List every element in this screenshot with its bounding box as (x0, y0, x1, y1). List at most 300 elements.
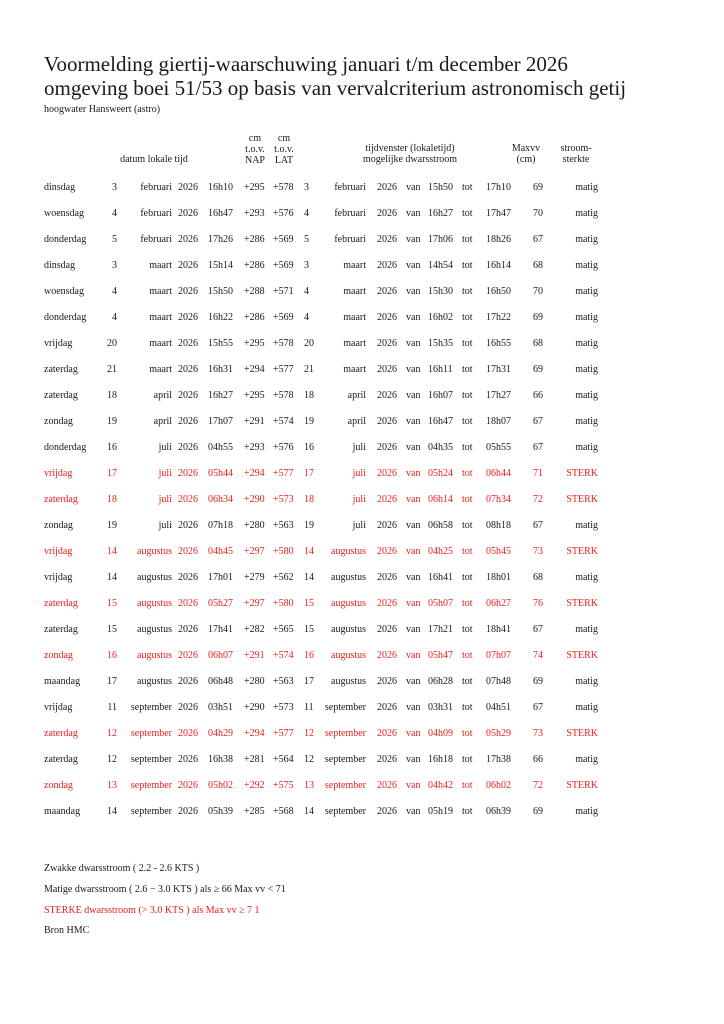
table-row (0, 538, 724, 564)
cell-jaar2: 2026 (377, 806, 397, 817)
header-nap: cm t.o.v. NAP (244, 133, 265, 166)
cell-maxvv: 69 (533, 806, 543, 817)
cell-dag: zaterdag (44, 364, 78, 375)
cell-van: van (406, 676, 421, 687)
cell-jaar: 2026 (178, 520, 198, 531)
cell-d: 5 (112, 234, 117, 245)
cell-maand2: september (324, 702, 366, 713)
table-row (0, 200, 724, 226)
cell-jaar: 2026 (178, 442, 198, 453)
cell-t2: 06h44 (486, 468, 511, 479)
cell-dag: maandag (44, 806, 81, 817)
cell-d: 4 (112, 208, 117, 219)
cell-lat: +576 (273, 208, 294, 219)
cell-tijd: 16h47 (208, 208, 233, 219)
cell-t2: 18h26 (486, 234, 511, 245)
cell-t1: 16h41 (428, 572, 453, 583)
title-line-2: omgeving boei 51/53 op basis van vervalcriterium astronomisch getij (44, 76, 627, 100)
legend-sterk: STERKE dwarsstroom (> 3.0 KTS ) als Max vv ≥ 7 1 (44, 905, 260, 916)
cell-tot: tot (462, 728, 473, 739)
cell-lat: +569 (273, 312, 294, 323)
cell-t2: 08h18 (486, 520, 511, 531)
cell-dag: zaterdag (44, 598, 78, 609)
cell-tot: tot (462, 754, 473, 765)
cell-van: van (406, 754, 421, 765)
cell-jaar2: 2026 (377, 208, 397, 219)
cell-nap: +291 (244, 650, 265, 661)
cell-jaar2: 2026 (377, 624, 397, 635)
cell-t2: 07h07 (486, 650, 511, 661)
cell-sterkte: matig (575, 416, 598, 427)
cell-jaar: 2026 (178, 702, 198, 713)
cell-tijd: 15h50 (208, 286, 233, 297)
cell-nap: +282 (244, 624, 265, 635)
cell-d2: 20 (304, 338, 314, 349)
table-row (0, 616, 724, 642)
cell-t1: 06h58 (428, 520, 453, 531)
cell-tijd: 04h45 (208, 546, 233, 557)
cell-jaar2: 2026 (377, 676, 397, 687)
cell-t2: 16h55 (486, 338, 511, 349)
cell-d: 4 (112, 286, 117, 297)
table-row (0, 382, 724, 408)
table-row (0, 252, 724, 278)
cell-dag: zaterdag (44, 494, 78, 505)
cell-sterkte: matig (575, 312, 598, 323)
cell-t1: 04h25 (428, 546, 453, 557)
cell-van: van (406, 624, 421, 635)
cell-jaar2: 2026 (377, 702, 397, 713)
cell-t1: 15h35 (428, 338, 453, 349)
cell-maand2: juli (352, 494, 366, 505)
cell-van: van (406, 598, 421, 609)
cell-tot: tot (462, 572, 473, 583)
legend-matig: Matige dwarsstroom ( 2.6 − 3.0 KTS ) als ≥ 66 Max vv < 71 (44, 884, 286, 895)
cell-maand: augustus (137, 650, 172, 661)
cell-maand: juli (158, 494, 172, 505)
cell-maand: maart (149, 338, 172, 349)
cell-jaar2: 2026 (377, 468, 397, 479)
cell-t1: 04h35 (428, 442, 453, 453)
cell-tot: tot (462, 416, 473, 427)
cell-d2: 4 (304, 286, 309, 297)
cell-maand2: augustus (331, 598, 366, 609)
cell-van: van (406, 520, 421, 531)
cell-jaar: 2026 (178, 286, 198, 297)
cell-dag: donderdag (44, 312, 87, 323)
cell-dag: vrijdag (44, 338, 73, 349)
cell-sterkte: STERK (566, 728, 598, 739)
cell-d: 3 (112, 260, 117, 271)
cell-d2: 3 (304, 260, 309, 271)
title-line-1: Voormelding giertij-waarschuwing januari t/m december 2026 (44, 52, 568, 76)
cell-d2: 14 (304, 572, 314, 583)
cell-maand2: april (347, 390, 366, 401)
cell-sterkte: matig (575, 442, 598, 453)
cell-sterkte: STERK (566, 494, 598, 505)
cell-t2: 07h48 (486, 676, 511, 687)
cell-sterkte: matig (575, 520, 598, 531)
cell-maand2: augustus (331, 572, 366, 583)
cell-tot: tot (462, 234, 473, 245)
cell-van: van (406, 546, 421, 557)
cell-maand2: juli (352, 520, 366, 531)
cell-nap: +286 (244, 312, 265, 323)
cell-d: 18 (107, 494, 117, 505)
cell-jaar: 2026 (178, 234, 198, 245)
cell-maand: maart (149, 260, 172, 271)
cell-jaar: 2026 (178, 624, 198, 635)
cell-d: 21 (107, 364, 117, 375)
cell-tijd: 06h07 (208, 650, 233, 661)
cell-lat: +576 (273, 442, 294, 453)
cell-tijd: 17h01 (208, 572, 233, 583)
cell-nap: +295 (244, 338, 265, 349)
cell-tijd: 05h02 (208, 780, 233, 791)
cell-maand: september (130, 754, 172, 765)
cell-maand: augustus (137, 572, 172, 583)
cell-jaar: 2026 (178, 676, 198, 687)
cell-nap: +293 (244, 208, 265, 219)
cell-maand2: augustus (331, 650, 366, 661)
cell-tijd: 15h55 (208, 338, 233, 349)
cell-maxvv: 76 (533, 598, 543, 609)
cell-van: van (406, 286, 421, 297)
cell-jaar: 2026 (178, 754, 198, 765)
cell-van: van (406, 572, 421, 583)
cell-jaar2: 2026 (377, 234, 397, 245)
cell-t2: 17h27 (486, 390, 511, 401)
cell-maxvv: 70 (533, 286, 543, 297)
cell-lat: +573 (273, 702, 294, 713)
table-row (0, 460, 724, 486)
cell-t2: 17h22 (486, 312, 511, 323)
table-row (0, 590, 724, 616)
cell-jaar: 2026 (178, 728, 198, 739)
cell-jaar2: 2026 (377, 312, 397, 323)
cell-t2: 17h10 (486, 182, 511, 193)
cell-maxvv: 69 (533, 364, 543, 375)
cell-nap: +291 (244, 416, 265, 427)
cell-sterkte: matig (575, 390, 598, 401)
cell-van: van (406, 260, 421, 271)
cell-tijd: 17h26 (208, 234, 233, 245)
cell-van: van (406, 780, 421, 791)
cell-sterkte: STERK (566, 780, 598, 791)
cell-d2: 4 (304, 208, 309, 219)
cell-tot: tot (462, 208, 473, 219)
cell-d: 12 (107, 754, 117, 765)
cell-maxvv: 66 (533, 390, 543, 401)
cell-lat: +562 (273, 572, 294, 583)
cell-d: 12 (107, 728, 117, 739)
cell-jaar: 2026 (178, 546, 198, 557)
cell-t2: 06h02 (486, 780, 511, 791)
cell-tot: tot (462, 546, 473, 557)
cell-sterkte: STERK (566, 598, 598, 609)
cell-d2: 16 (304, 650, 314, 661)
cell-tijd: 16h10 (208, 182, 233, 193)
cell-maand2: maart (343, 338, 366, 349)
cell-nap: +281 (244, 754, 265, 765)
cell-maand: augustus (137, 676, 172, 687)
cell-tot: tot (462, 364, 473, 375)
cell-van: van (406, 442, 421, 453)
cell-lat: +574 (273, 416, 294, 427)
cell-d2: 12 (304, 728, 314, 739)
cell-maand2: februari (334, 182, 366, 193)
cell-d: 14 (107, 572, 117, 583)
cell-jaar: 2026 (178, 338, 198, 349)
cell-d: 14 (107, 806, 117, 817)
cell-jaar2: 2026 (377, 338, 397, 349)
cell-tot: tot (462, 338, 473, 349)
cell-nap: +293 (244, 442, 265, 453)
cell-tijd: 17h41 (208, 624, 233, 635)
cell-maand: september (130, 806, 172, 817)
cell-t2: 17h31 (486, 364, 511, 375)
cell-dag: zondag (44, 780, 73, 791)
cell-sterkte: matig (575, 234, 598, 245)
cell-t1: 16h27 (428, 208, 453, 219)
cell-jaar: 2026 (178, 182, 198, 193)
cell-sterkte: matig (575, 182, 598, 193)
cell-maand2: maart (343, 312, 366, 323)
cell-jaar: 2026 (178, 650, 198, 661)
table-row (0, 668, 724, 694)
cell-tijd: 16h31 (208, 364, 233, 375)
cell-jaar2: 2026 (377, 286, 397, 297)
cell-lat: +578 (273, 338, 294, 349)
cell-maxvv: 72 (533, 780, 543, 791)
table-row (0, 226, 724, 252)
cell-lat: +578 (273, 182, 294, 193)
cell-lat: +577 (273, 728, 294, 739)
cell-d2: 16 (304, 442, 314, 453)
cell-sterkte: matig (575, 806, 598, 817)
cell-maxvv: 66 (533, 754, 543, 765)
cell-d2: 15 (304, 598, 314, 609)
cell-maand2: maart (343, 260, 366, 271)
cell-tot: tot (462, 182, 473, 193)
cell-dag: vrijdag (44, 546, 73, 557)
cell-d2: 13 (304, 780, 314, 791)
cell-maand: augustus (137, 598, 172, 609)
cell-d: 20 (107, 338, 117, 349)
cell-d2: 18 (304, 390, 314, 401)
cell-van: van (406, 364, 421, 375)
cell-lat: +578 (273, 390, 294, 401)
cell-t2: 17h38 (486, 754, 511, 765)
cell-d2: 14 (304, 806, 314, 817)
cell-maxvv: 69 (533, 676, 543, 687)
cell-t2: 16h50 (486, 286, 511, 297)
cell-jaar: 2026 (178, 260, 198, 271)
table-row (0, 694, 724, 720)
cell-d2: 4 (304, 312, 309, 323)
cell-jaar: 2026 (178, 780, 198, 791)
cell-d: 13 (107, 780, 117, 791)
table-row (0, 720, 724, 746)
cell-tijd: 06h48 (208, 676, 233, 687)
cell-sterkte: matig (575, 754, 598, 765)
cell-nap: +294 (244, 468, 265, 479)
cell-maand2: september (324, 754, 366, 765)
cell-van: van (406, 650, 421, 661)
cell-jaar2: 2026 (377, 182, 397, 193)
cell-t2: 05h55 (486, 442, 511, 453)
cell-jaar2: 2026 (377, 780, 397, 791)
cell-dag: zondag (44, 520, 73, 531)
cell-maand: augustus (137, 624, 172, 635)
cell-jaar2: 2026 (377, 416, 397, 427)
cell-jaar: 2026 (178, 598, 198, 609)
cell-maxvv: 67 (533, 234, 543, 245)
page-title (44, 52, 626, 100)
cell-sterkte: STERK (566, 650, 598, 661)
cell-nap: +292 (244, 780, 265, 791)
cell-t2: 06h39 (486, 806, 511, 817)
cell-t2: 18h01 (486, 572, 511, 583)
cell-tot: tot (462, 390, 473, 401)
header-maxvv: Maxvv (cm) (511, 143, 541, 165)
cell-t1: 17h06 (428, 234, 453, 245)
cell-t1: 16h11 (428, 364, 453, 375)
cell-lat: +565 (273, 624, 294, 635)
cell-d: 15 (107, 624, 117, 635)
cell-lat: +573 (273, 494, 294, 505)
cell-maand: september (130, 702, 172, 713)
cell-dag: vrijdag (44, 468, 73, 479)
table-row (0, 486, 724, 512)
cell-t1: 16h02 (428, 312, 453, 323)
cell-maand2: maart (343, 364, 366, 375)
table-row (0, 746, 724, 772)
cell-jaar2: 2026 (377, 494, 397, 505)
cell-t2: 17h47 (486, 208, 511, 219)
cell-tot: tot (462, 702, 473, 713)
cell-t2: 05h29 (486, 728, 511, 739)
cell-lat: +577 (273, 468, 294, 479)
cell-jaar: 2026 (178, 364, 198, 375)
cell-maxvv: 67 (533, 624, 543, 635)
cell-d2: 14 (304, 546, 314, 557)
cell-dag: zaterdag (44, 390, 78, 401)
cell-d: 18 (107, 390, 117, 401)
cell-maxvv: 67 (533, 442, 543, 453)
cell-sterkte: matig (575, 624, 598, 635)
cell-nap: +295 (244, 390, 265, 401)
cell-tijd: 05h39 (208, 806, 233, 817)
cell-d2: 18 (304, 494, 314, 505)
cell-maxvv: 72 (533, 494, 543, 505)
cell-t2: 18h41 (486, 624, 511, 635)
cell-maand2: maart (343, 286, 366, 297)
cell-sterkte: STERK (566, 468, 598, 479)
cell-dag: woensdag (44, 286, 84, 297)
cell-dag: maandag (44, 676, 81, 687)
table-row (0, 278, 724, 304)
cell-lat: +563 (273, 520, 294, 531)
table-row (0, 356, 724, 382)
cell-maand: april (153, 416, 172, 427)
cell-tijd: 07h18 (208, 520, 233, 531)
cell-van: van (406, 702, 421, 713)
cell-lat: +577 (273, 364, 294, 375)
cell-sterkte: matig (575, 572, 598, 583)
header-datum: datum lokale tijd (120, 154, 188, 165)
legend-zwak: Zwakke dwarsstroom ( 2.2 - 2.6 KTS ) (44, 863, 200, 874)
cell-tijd: 04h55 (208, 442, 233, 453)
cell-d2: 11 (304, 702, 314, 713)
cell-tijd: 16h22 (208, 312, 233, 323)
table-row (0, 408, 724, 434)
cell-nap: +280 (244, 676, 265, 687)
cell-lat: +575 (273, 780, 294, 791)
cell-jaar: 2026 (178, 494, 198, 505)
cell-t1: 16h07 (428, 390, 453, 401)
cell-dag: donderdag (44, 234, 87, 245)
cell-tot: tot (462, 520, 473, 531)
cell-nap: +285 (244, 806, 265, 817)
cell-t1: 15h50 (428, 182, 453, 193)
cell-jaar2: 2026 (377, 728, 397, 739)
cell-maand: juli (158, 520, 172, 531)
cell-nap: +297 (244, 546, 265, 557)
cell-sterkte: matig (575, 208, 598, 219)
cell-jaar: 2026 (178, 468, 198, 479)
cell-t1: 03h31 (428, 702, 453, 713)
cell-tot: tot (462, 806, 473, 817)
cell-van: van (406, 312, 421, 323)
cell-maxvv: 74 (533, 650, 543, 661)
cell-maand: februari (140, 182, 172, 193)
cell-maxvv: 69 (533, 182, 543, 193)
table-row (0, 642, 724, 668)
tide-table (0, 174, 724, 824)
cell-jaar2: 2026 (377, 754, 397, 765)
cell-t1: 15h30 (428, 286, 453, 297)
cell-d: 19 (107, 520, 117, 531)
cell-tot: tot (462, 780, 473, 791)
cell-nap: +295 (244, 182, 265, 193)
cell-d2: 21 (304, 364, 314, 375)
table-row (0, 564, 724, 590)
cell-lat: +568 (273, 806, 294, 817)
cell-van: van (406, 416, 421, 427)
cell-jaar2: 2026 (377, 546, 397, 557)
cell-lat: +571 (273, 286, 294, 297)
cell-maxvv: 71 (533, 468, 543, 479)
cell-dag: dinsdag (44, 182, 76, 193)
cell-tijd: 15h14 (208, 260, 233, 271)
cell-sterkte: matig (575, 676, 598, 687)
cell-tijd: 03h51 (208, 702, 233, 713)
table-row (0, 434, 724, 460)
cell-sterkte: STERK (566, 546, 598, 557)
cell-t2: 18h07 (486, 416, 511, 427)
cell-jaar: 2026 (178, 416, 198, 427)
cell-tijd: 05h27 (208, 598, 233, 609)
cell-jaar2: 2026 (377, 520, 397, 531)
cell-tijd: 06h34 (208, 494, 233, 505)
cell-d2: 5 (304, 234, 309, 245)
cell-maand2: augustus (331, 676, 366, 687)
cell-tijd: 05h44 (208, 468, 233, 479)
cell-t1: 06h28 (428, 676, 453, 687)
cell-maxvv: 70 (533, 208, 543, 219)
cell-jaar: 2026 (178, 572, 198, 583)
